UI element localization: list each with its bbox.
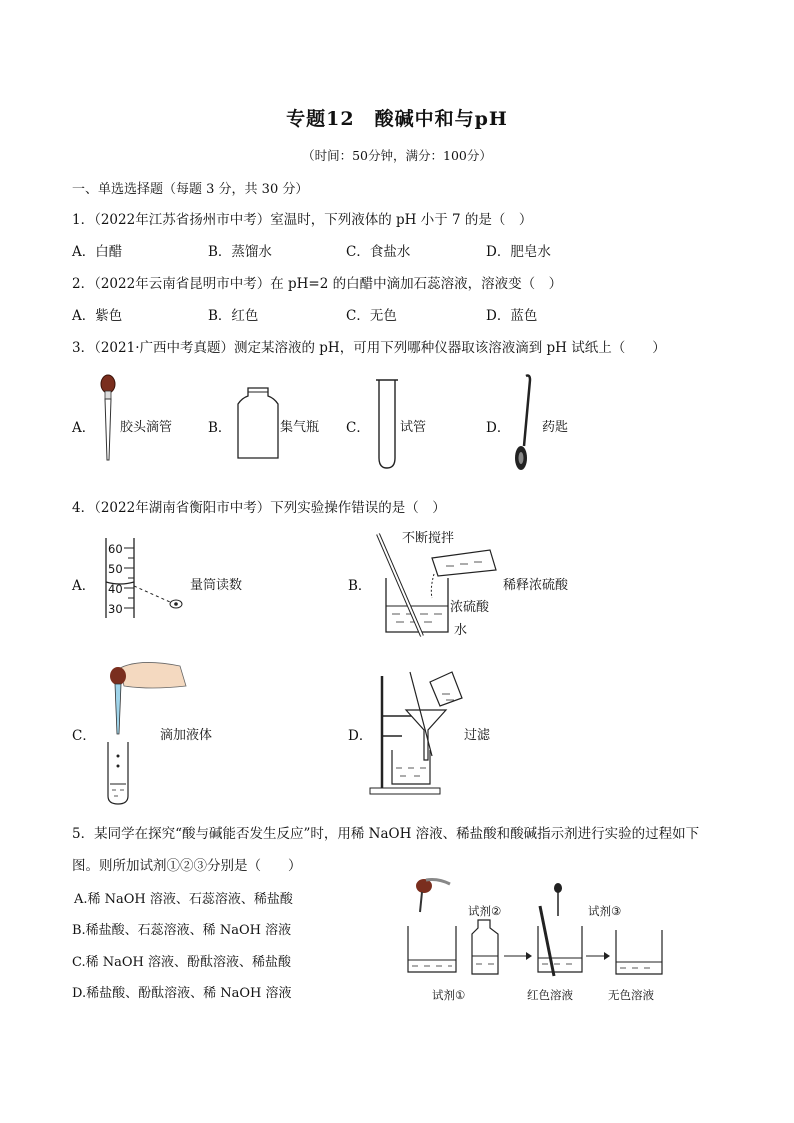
label-red-solution: 红色溶液 [527,988,573,1002]
label-reagent-3: 试剂③ [588,904,622,918]
q2-option-d: D．蓝色 [486,308,538,324]
q3-label-test-tube: 试管 [400,420,427,435]
page-title: 专题12 酸碱中和与pH [286,108,508,130]
q5-option-c: C.稀 NaOH 溶液、酚酞溶液、稀盐酸 [72,955,292,970]
q5-option-a: A.稀 NaOH 溶液、石蕊溶液、稀盐酸 [74,892,293,907]
q3-letter-d: D． [486,420,511,436]
q3-letter-c: C． [346,420,370,436]
q3-letter-a: A． [72,420,96,436]
spoon-image [510,372,534,474]
test-tube-image [376,378,398,470]
label-conc-acid: 浓硫酸 [450,600,490,615]
q4-letter-d: D． [348,728,373,744]
q3-label-dropper: 胶头滴管 [120,420,173,435]
q2-option-b: B．红色 [208,308,259,324]
q3-label-spoon: 药匙 [542,420,569,435]
q5-option-d: D.稀盐酸、酚酞溶液、稀 NaOH 溶液 [72,986,292,1001]
q4-caption-c: 滴加液体 [160,728,213,743]
q4-caption-a: 量筒读数 [190,578,243,593]
question-5-stem-line1: 5．某同学在探究“酸与碱能否发生反应”时，用稀 NaOH 溶液、稀盐酸和酸碱指示剂进行实验的过程如下 [72,826,700,842]
q3-label-gas-jar: 集气瓶 [280,420,320,435]
q4-letter-b: B． [348,578,372,594]
question-1-stem: 1．（2022年江苏省扬州市中考）室温时，下列液体的 pH 小于 7 的是（ ） [72,212,533,228]
cylinder-tick-30: 30 [108,602,123,616]
q2-option-c: C．无色 [346,308,397,324]
cylinder-tick-60: 60 [108,542,123,556]
cylinder-tick-40: 40 [108,582,123,596]
gas-jar-image [236,386,280,460]
exam-info: （时间：50分钟，满分：100分） [302,148,492,163]
question-2-stem: 2．（2022年云南省昆明市中考）在 pH=2 的白醋中滴加石蕊溶液，溶液变（ ） [72,276,563,292]
q3-letter-b: B． [208,420,232,436]
q1-option-b: B．蒸馏水 [208,244,272,260]
label-stir: 不断搅拌 [402,531,455,546]
experiment-process-diagram [404,876,668,986]
label-reagent-2: 试剂② [468,904,502,918]
dropping-liquid-image [100,660,190,806]
question-5-stem-line2: 图。则所加试剂①②③分别是（ ） [72,858,302,874]
label-reagent-1: 试剂① [432,988,466,1002]
section-heading: 一、单选选择题（每题 3 分，共 30 分） [72,182,309,197]
q2-option-a: A．紫色 [72,308,123,324]
q4-caption-b: 稀释浓硫酸 [503,578,569,593]
question-3-stem: 3．（2021·广西中考真题）测定某溶液的 pH，可用下列哪种仪器取该溶液滴到 pH 试纸上（ ） [72,340,666,356]
cylinder-tick-50: 50 [108,562,123,576]
q1-option-d: D．肥皂水 [486,244,551,260]
q1-option-c: C．食盐水 [346,244,411,260]
q4-letter-c: C． [72,728,96,744]
q5-option-b: B.稀盐酸、石蕊溶液、稀 NaOH 溶液 [72,923,292,938]
q4-caption-d: 过滤 [464,728,491,743]
filtration-image [366,666,476,796]
q1-option-a: A．白醋 [72,244,123,260]
label-colorless-solution: 无色溶液 [608,988,654,1002]
q4-letter-a: A． [72,578,96,594]
question-4-stem: 4．（2022年湖南省衡阳市中考）下列实验操作错误的是（ ） [72,500,446,516]
label-water: 水 [454,623,468,638]
dropper-image [98,372,118,464]
